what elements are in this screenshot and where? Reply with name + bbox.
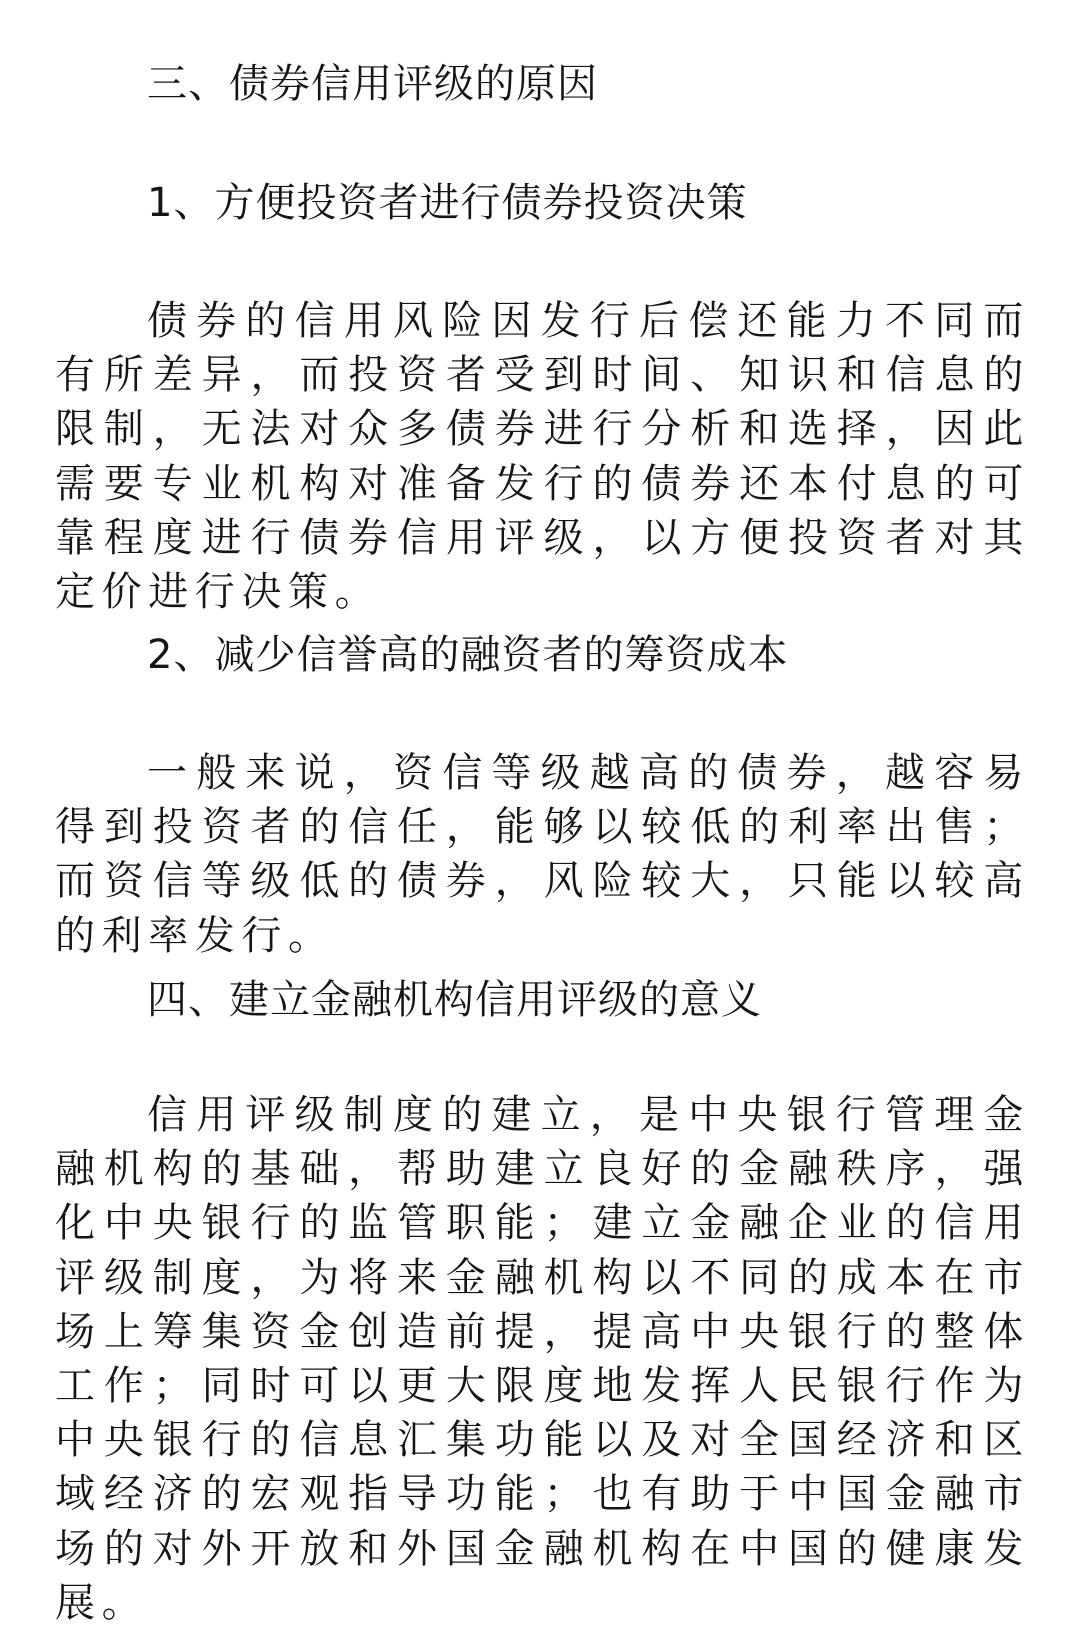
paragraph-financing-cost: 一般来说，资信等级越高的债券，越容易得到投资者的信任，能够以较低的利率出售；而资信等级低的债券，风险较大，只能以较高的利率发行。 bbox=[55, 750, 1030, 959]
point-heading-investment-decision: 1、方便投资者进行债券投资决策 bbox=[147, 180, 748, 226]
paragraph-investment-decision: 债券的信用风险因发行后偿还能力不同而有所差异，而投资者受到时间、知识和信息的限制，无法对众多债券进行分析和选择，因此需要专业机构对准备发行的债券还本付息的可靠程度进行债券信用评级，以方便投资者对其定价进行决策。 bbox=[55, 298, 1030, 616]
paragraph-significance: 信用评级制度的建立，是中央银行管理金融机构的基础，帮助建立良好的金融秩序，强化中央银行的监管职能；建立金融企业的信用评级制度，为将来金融机构以不同的成本在市场上筹集资金创造前提，提高中央银行的整体工作；同时可以更大限度地发挥人民银行作为中央银行的信息汇集功能以及对全国经济和区域经济的宏观指导功能；也有助于中国金融市场的对外开放和外国金融机构在中国的健康发展。 bbox=[55, 1092, 1030, 1626]
section-heading-reasons: 三、债券信用评级的原因 bbox=[147, 61, 598, 107]
section-heading-significance: 四、建立金融机构信用评级的意义 bbox=[147, 977, 762, 1023]
point-heading-financing-cost: 2、减少信誉高的融资者的筹资成本 bbox=[147, 632, 789, 678]
